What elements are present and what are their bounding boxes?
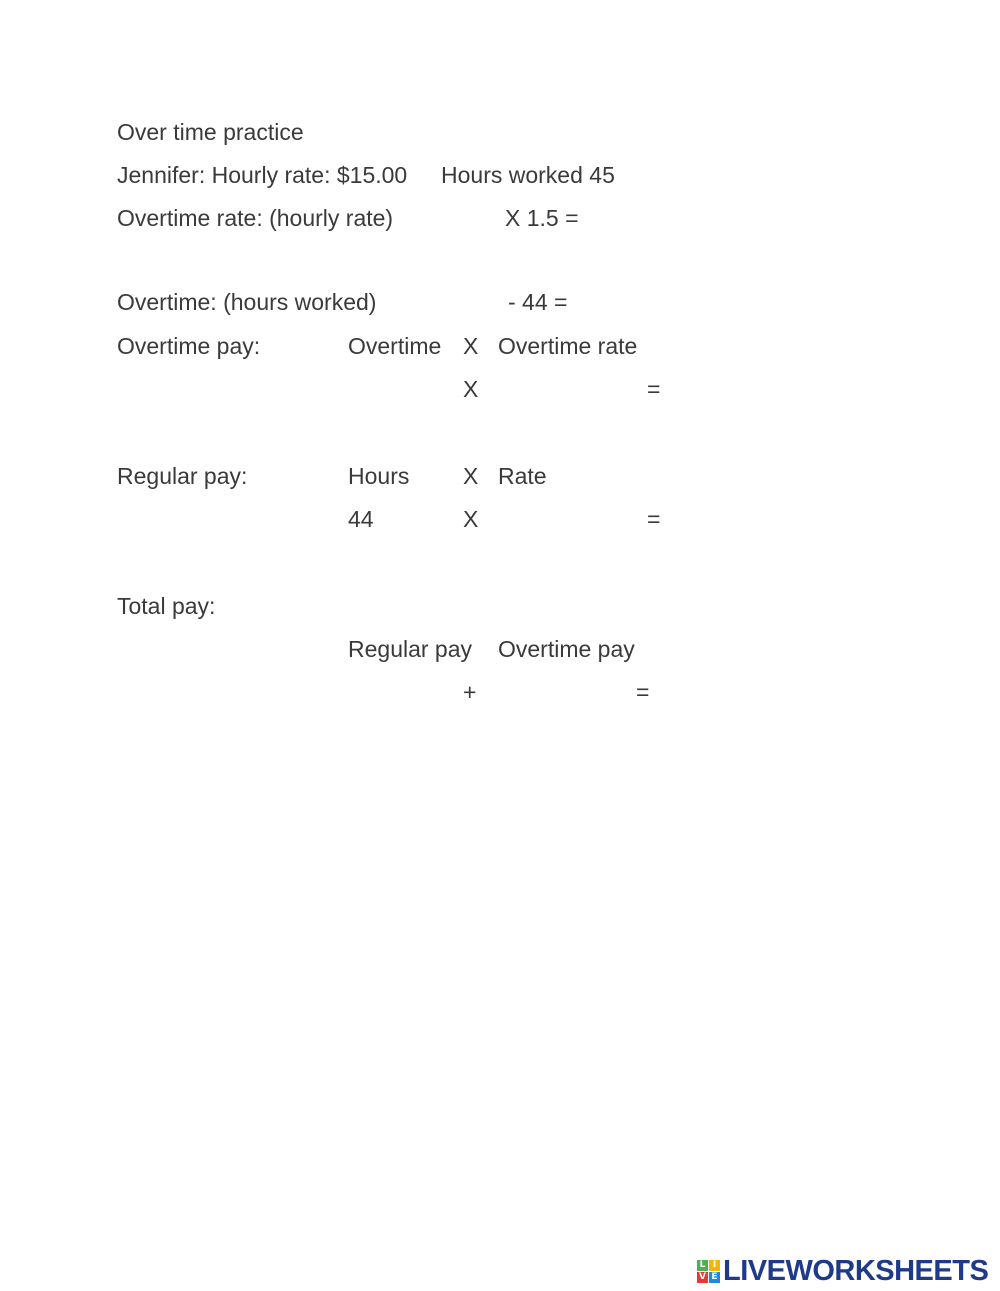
- regular-pay-label: Regular pay:: [117, 463, 248, 489]
- total-pay-row-op: +: [463, 679, 477, 705]
- regular-pay-row-eq: =: [647, 506, 661, 532]
- overtime-pay-label: Overtime pay:: [117, 333, 261, 359]
- logo-mark-icon: [697, 1260, 720, 1283]
- overtime-pay-row-op: X: [463, 376, 479, 402]
- liveworksheets-logo: [697, 1255, 988, 1287]
- overtime-rate-formula: X 1.5 =: [505, 205, 579, 231]
- logo-letter-i: I: [709, 1260, 720, 1271]
- jennifer-rate-line: Jennifer: Hourly rate: $15.00: [117, 162, 408, 188]
- worksheet-title: Over time practice: [117, 119, 304, 145]
- overtime-label: Overtime: (hours worked): [117, 289, 377, 315]
- overtime-pay-op: X: [463, 333, 479, 359]
- regular-pay-op: X: [463, 463, 479, 489]
- regular-pay-col-b: Rate: [498, 463, 547, 489]
- overtime-pay-col-b: Overtime rate: [498, 333, 638, 359]
- logo-wordmark: LIVEWORKSHEETS: [723, 1254, 989, 1287]
- total-pay-col-a: Regular pay: [348, 636, 473, 662]
- regular-pay-row-op: X: [463, 506, 479, 532]
- regular-pay-row-value: 44: [348, 506, 374, 532]
- logo-letter-e: E: [709, 1272, 720, 1283]
- total-pay-label: Total pay:: [117, 593, 216, 619]
- total-pay-col-b: Overtime pay: [498, 636, 635, 662]
- overtime-formula: - 44 =: [508, 289, 568, 315]
- overtime-pay-row-eq: =: [647, 376, 661, 402]
- logo-letter-l: L: [697, 1260, 708, 1271]
- hours-worked-line: Hours worked 45: [441, 162, 615, 188]
- regular-pay-col-a: Hours: [348, 463, 410, 489]
- logo-letter-v: V: [697, 1272, 708, 1283]
- overtime-pay-col-a: Overtime: [348, 333, 442, 359]
- total-pay-row-eq: =: [636, 679, 650, 705]
- overtime-rate-label: Overtime rate: (hourly rate): [117, 205, 394, 231]
